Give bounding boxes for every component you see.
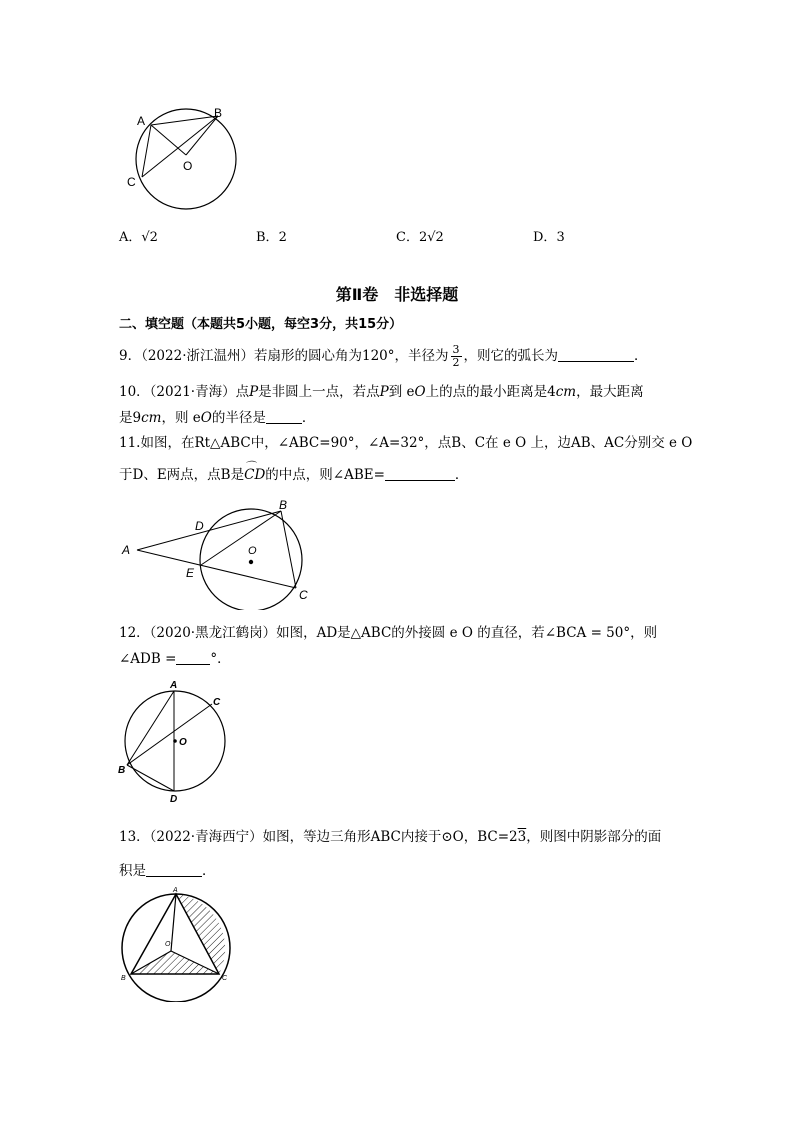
fig8-label-c: C (127, 175, 136, 189)
question-11-line1: 11.如图，在Rt△ABC中，∠ABC=90°，∠A=32°，点B、C在 e O 上，边AB、AC分别交 e O (119, 435, 693, 451)
fig11-label-o: O (248, 545, 257, 557)
question-12-line1: 12．（2020·黑龙江鹤岗）如图，AD是△ABC的外接圆 e O 的直径，若∠BCA = 50°，则 (119, 625, 658, 641)
figure-q11 (118, 495, 318, 610)
fig8-label-b: B (214, 106, 223, 120)
fig11-label-c: C (299, 588, 308, 602)
fraction-3-2: $\frac{3}{2}$ (452, 343, 460, 369)
sqrt-3: 3 (517, 829, 527, 845)
figure-q13 (116, 884, 241, 1002)
part2-header: 二、填空题（本题共5小题，每空3分，共15分） (119, 317, 403, 332)
question-13-line1: 13．（2022·青海西宁）如图，等边三角形ABC内接于⊙O，BC=23，则图中阴影部分的面 (119, 829, 662, 845)
figure-q12 (113, 678, 233, 806)
answer-blank-13[interactable] (146, 862, 202, 877)
fig11-label-a: A (122, 543, 131, 557)
fig11-label-e: E (186, 566, 195, 580)
option-d[interactable]: D．3 (533, 230, 565, 245)
fig12-label-d: D (170, 794, 178, 805)
fig12-label-o: O (179, 737, 187, 748)
arc-cd: ⌒ CD (244, 466, 265, 484)
fig12-label-c: C (213, 697, 221, 708)
fig11-label-d: D (195, 519, 204, 533)
answer-options (119, 226, 639, 246)
answer-blank-9[interactable] (558, 347, 634, 362)
question-10-line1: 10．（2021·青海）点P是非圆上一点，若点P到 eO上的点的最小距离是4cm，最大距离 (119, 384, 644, 400)
question-9: 9．（2022·浙江温州）若扇形的圆心角为120°，半径为 $\frac{3}{2}$ ，则它的弧长为 ． (119, 343, 648, 369)
answer-blank-12[interactable] (176, 650, 210, 665)
option-a[interactable]: A．√2 (119, 230, 158, 245)
fig13-label-a: A (173, 887, 178, 894)
answer-blank-10[interactable] (266, 409, 302, 424)
fig13-label-c: C (222, 975, 228, 982)
section-title: 第Ⅱ卷 非选择题 (335, 285, 459, 304)
fig12-label-a: A (170, 680, 178, 691)
option-b[interactable]: B．2 (256, 230, 287, 245)
fig13-label-o: O (165, 941, 171, 948)
fig11-label-b: B (279, 498, 288, 512)
question-13-line2: 积是 ． (119, 863, 216, 879)
question-10-line2: 是9cm，则 eO的半径是 ． (119, 410, 316, 426)
answer-blank-11[interactable] (385, 466, 455, 481)
fig13-label-b: B (121, 975, 126, 982)
fig12-label-b: B (118, 765, 126, 776)
option-c[interactable]: C．2√2 (396, 230, 444, 245)
question-12-line2: ∠ADB = °． (119, 651, 231, 667)
fig8-label-a: A (137, 114, 146, 128)
figure-q8 (125, 100, 245, 215)
fig8-label-o: O (183, 159, 193, 173)
question-11-line2: 于D、E两点，点B是⌒ CD的中点，则∠ABE= ． (119, 466, 468, 484)
